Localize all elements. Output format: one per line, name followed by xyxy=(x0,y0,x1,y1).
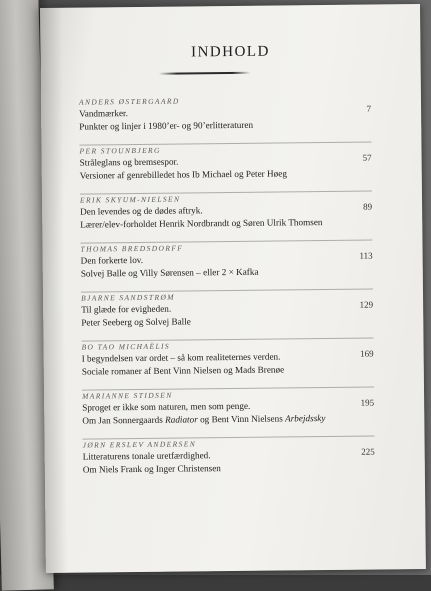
toc-author: THOMAS BREDSDORFF xyxy=(80,243,184,254)
toc-entry xyxy=(80,193,372,245)
toc-entry xyxy=(83,438,375,490)
book-page xyxy=(40,4,426,573)
toc-title: Den forkerte lov. xyxy=(80,254,144,266)
toc-page-number: 57 xyxy=(362,152,372,163)
toc-title: Til glæde for evigheden. xyxy=(81,303,172,315)
toc-subtitle: Solvej Balle og Villy Sørensen – eller 2 × Kafka xyxy=(80,266,259,279)
toc-subtitle: Punkter og linjer i 1980’er- og 90’erlitteraturen xyxy=(79,119,254,132)
toc-page-number: 129 xyxy=(359,299,374,310)
page-title: INDHOLD xyxy=(190,43,270,61)
toc-author: MARIANNE STIDSEN xyxy=(82,390,173,401)
toc-author: PER STOUNBJERG xyxy=(79,145,161,156)
toc-subtitle xyxy=(82,412,374,428)
toc-page-number: 7 xyxy=(366,103,372,114)
toc-author: ERIK SKYUM-NIELSEN xyxy=(79,194,181,205)
toc-page-number: 225 xyxy=(361,446,375,457)
toc-title: Den levendes og de dødes aftryk. xyxy=(80,205,203,217)
toc-entry xyxy=(82,389,374,441)
toc-subtitle: Peter Seeberg og Solvej Balle xyxy=(81,316,191,328)
toc-subtitle: Sociale romaner af Bent Vinn Nielsen og Mads Brenøe xyxy=(81,364,285,377)
toc-entry xyxy=(79,144,371,196)
toc-title: Stråleglans og bremsespor. xyxy=(79,156,179,168)
toc-subtitle: Lærer/elev-forholdet Henrik Nordbrandt og Søren Ulrik Thomsen xyxy=(80,217,323,230)
title-rule xyxy=(159,72,251,75)
toc-page-number: 169 xyxy=(360,348,374,359)
toc-entry xyxy=(79,95,371,147)
toc-title: Vandmærker. xyxy=(79,108,128,119)
toc-title: I begyndelsen var ordet – så kom realiteternes verden. xyxy=(81,351,281,364)
toc-subtitle-work-title: Radiator xyxy=(165,414,198,425)
toc-subtitle-part: Om Jan Sonnergaards xyxy=(82,414,166,426)
toc-entry xyxy=(82,340,374,392)
toc-author: ANDERS ØSTERGAARD xyxy=(78,96,180,107)
toc-entry xyxy=(81,291,373,343)
toc-entry xyxy=(80,242,372,294)
toc-subtitle-work-title: Arbejdssky xyxy=(285,413,326,424)
toc-subtitle-part: og Bent Vinn Nielsens xyxy=(197,413,286,425)
toc-author: BJARNE SANDSTRØM xyxy=(80,292,175,303)
toc-title: Litteraturens tonale uretfærdighed. xyxy=(82,450,211,462)
toc-subtitle: Versioner af genrebilledet hos Ib Michael og Peter Høeg xyxy=(79,168,287,181)
toc-page-number: 195 xyxy=(360,397,375,408)
toc-list xyxy=(79,95,375,490)
toc-subtitle: Om Niels Frank og Inger Christensen xyxy=(82,463,221,475)
toc-page-number: 89 xyxy=(363,201,373,212)
spine-shadow xyxy=(40,8,68,573)
toc-title: Sproget er ikke som naturen, men som penge. xyxy=(82,400,251,413)
toc-author: JØRN ERSLEV ANDERSEN xyxy=(82,439,197,450)
toc-page-number: 113 xyxy=(359,250,373,261)
toc-author: BO TAO MICHAËLIS xyxy=(81,341,171,352)
